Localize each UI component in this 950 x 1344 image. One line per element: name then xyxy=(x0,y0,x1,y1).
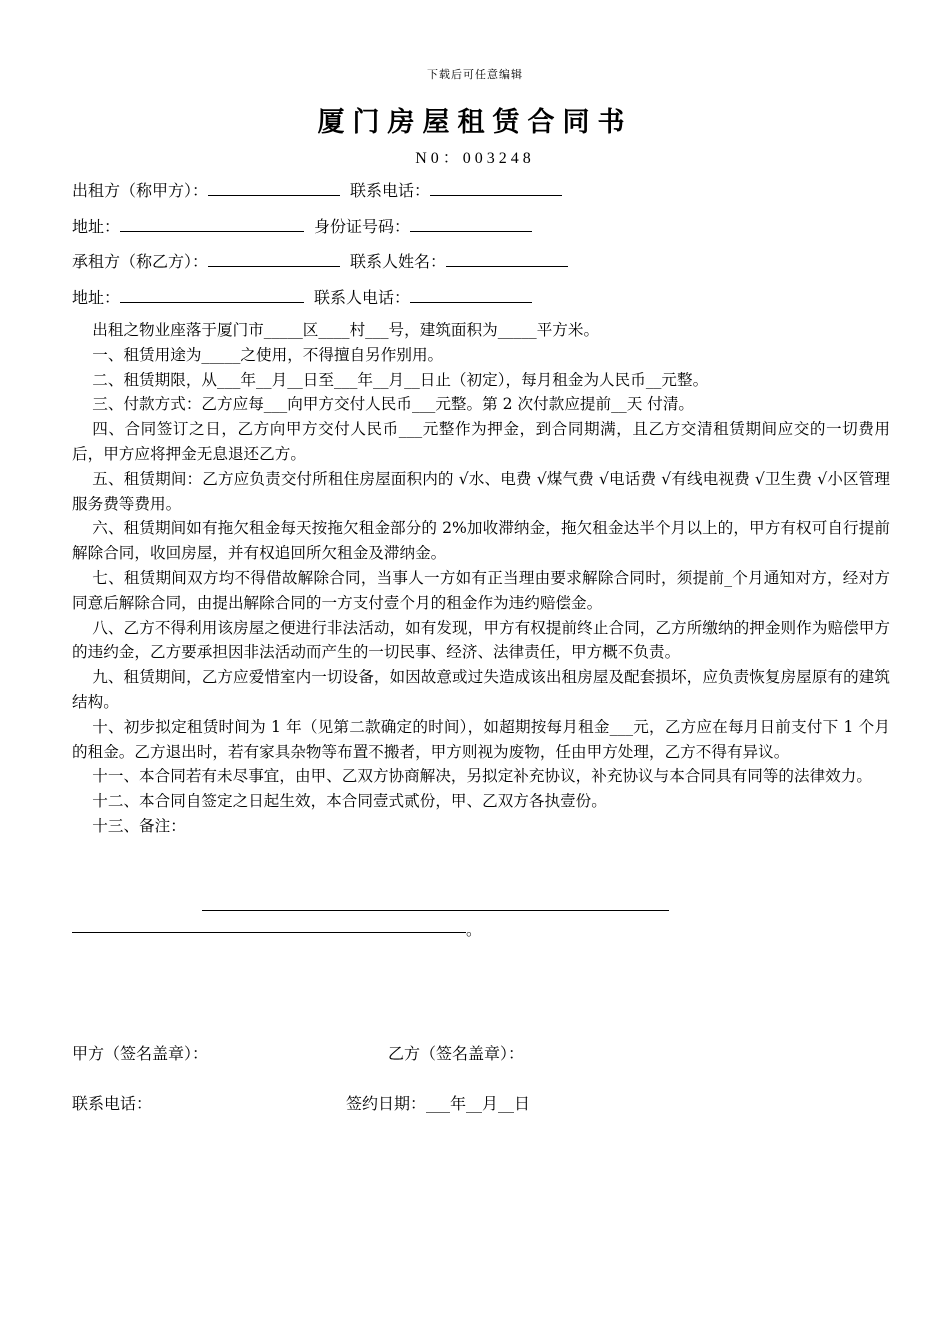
address1-blank[interactable] xyxy=(120,213,304,232)
remark-blank-line-2[interactable] xyxy=(72,932,466,933)
address2-blank[interactable] xyxy=(120,284,304,303)
lessee-label: 承租方（称乙方）： xyxy=(72,252,209,271)
clause-intro: 出租之物业座落于厦门市_____区____村___号，建筑面积为_____平方米。 xyxy=(92,321,600,339)
clause-2: 二、租赁期限，从___年__月__日至___年__月__日止（初定），每月租金为人民币__元整。 xyxy=(92,370,709,389)
clause-3: 三、付款方式：乙方应每___向甲方交付人民币___元整。第 2 次付款应提前__天 付清。 xyxy=(92,395,695,414)
signing-date: 签约日期：___年__月__日 xyxy=(346,1094,531,1113)
clause-9: 九、租赁期间，乙方应爱惜室内一切设备，如因故意或过失造成该出租房屋及配套损坏，应负责恢复房屋原有的建筑结构。 xyxy=(72,668,890,711)
address1-row xyxy=(72,213,532,239)
party-b-signature: 乙方（签名盖章）： xyxy=(388,1044,525,1063)
remark-blank-line-1[interactable] xyxy=(202,910,669,911)
header-note: 下载后可任意编辑 xyxy=(427,68,523,81)
clause-8: 八、乙方不得利用该房屋之便进行非法活动，如有发现，甲方有权提前终止合同，乙方所缴纳的押金则作为赔偿甲方的违约金，乙方要承担因非法活动而产生的一切民事、经济、法律责任，甲方概不负责。 xyxy=(72,618,890,662)
clause-1: 一、租赁用途为_____之使用，不得擅自另作别用。 xyxy=(92,345,444,364)
remark-end-mark: 。 xyxy=(466,921,482,939)
lessor-row xyxy=(72,177,562,203)
contract-number: N0：003248 xyxy=(415,150,535,167)
lessor-phone-label: 联系电话： xyxy=(350,181,431,200)
clause-12: 十二、本合同自签定之日起生效，本合同壹式贰份，甲、乙双方各执壹份。 xyxy=(92,792,607,811)
lessor-label: 出租方（称甲方）： xyxy=(72,181,209,200)
lessor-blank[interactable] xyxy=(208,177,340,196)
contact-phone-blank[interactable] xyxy=(410,284,532,303)
clause-4: 四、合同签订之日，乙方向甲方交付人民币___元整作为押金，到合同期满，且乙方交清租赁期间应交的一切费用后，甲方应将押金无息退还乙方。 xyxy=(72,420,890,463)
lessor-phone-blank[interactable] xyxy=(430,177,562,196)
id-blank[interactable] xyxy=(410,213,532,232)
address2-label: 地址： xyxy=(72,288,121,307)
clause-7: 七、租赁期间双方均不得借故解除合同，当事人一方如有正当理由要求解除合同时，须提前_个月通知对方，经对方同意后解除合同，由提出解除合同的一方支付壹个月的租金作为违约赔偿金。 xyxy=(72,568,890,612)
clause-10: 十、初步拟定租赁时间为 1 年（见第二款确定的时间），如超期按每月租金___元，乙方应在每月日前支付下 1 个月的租金。乙方退出时，若有家具杂物等布置不搬者，甲方则视为废物，任由甲方处理，乙方不得有异议。 xyxy=(72,717,890,761)
document-title: 厦门房屋租赁合同书 xyxy=(317,107,633,138)
phone-signature-label: 联系电话： xyxy=(72,1094,153,1113)
contact-phone-label: 联系人电话： xyxy=(314,288,411,307)
lessee-blank[interactable] xyxy=(208,248,340,267)
address1-label: 地址： xyxy=(72,217,121,236)
clause-11: 十一、本合同若有未尽事宜，由甲、乙双方协商解决，另拟定补充协议，补充协议与本合同具有同等的法律效力。 xyxy=(92,767,872,786)
party-a-signature: 甲方（签名盖章）： xyxy=(72,1044,209,1063)
contract-body xyxy=(72,318,890,839)
address2-row xyxy=(72,284,532,310)
id-label: 身份证号码： xyxy=(314,217,411,236)
contact-name-blank[interactable] xyxy=(446,248,568,267)
lessee-row xyxy=(72,248,568,274)
contact-name-label: 联系人姓名： xyxy=(350,252,447,271)
clause-13-remark: 十三、备注： xyxy=(92,816,186,835)
clause-6: 六、租赁期间如有拖欠租金每天按拖欠租金部分的 2%加收滞纳金，拖欠租金达半个月以上的，甲方有权可自行提前解除合同，收回房屋，并有权追回所欠租金及滞纳金。 xyxy=(72,519,890,563)
clause-5: 五、租赁期间：乙方应负责交付所租住房屋面积内的 √水、电费 √煤气费 √电话费 √有线电视费 √卫生费 √小区管理服务费等费用。 xyxy=(72,469,890,513)
